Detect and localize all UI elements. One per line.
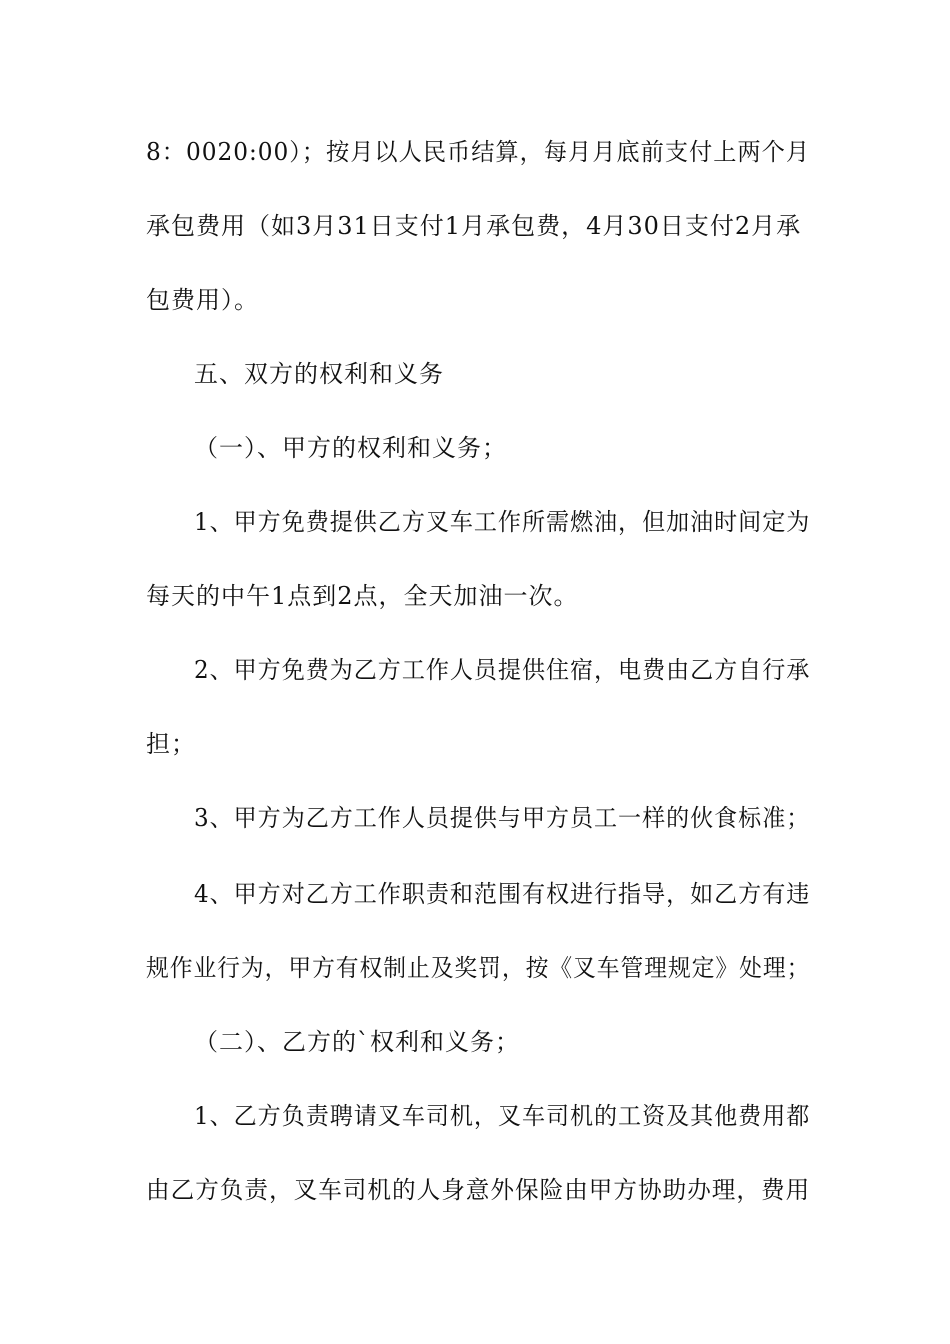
text-line: 包费用）。 — [146, 286, 259, 314]
text-line: 4、甲方对乙方工作职责和范围有权进行指导，如乙方有违 — [194, 880, 811, 908]
text-line: 3、甲方为乙方工作人员提供与甲方员工一样的伙食标准； — [194, 804, 811, 832]
text-line: 担； — [146, 730, 196, 758]
text-line: 1、甲方免费提供乙方叉车工作所需燃油，但加油时间定为 — [194, 508, 811, 536]
text-line: 由乙方负责，叉车司机的人身意外保险由甲方协助办理，费用 — [146, 1176, 811, 1204]
subsection-heading: （二）、乙方的`权利和义务； — [194, 1028, 520, 1056]
text-line: 承包费用（如3月31日支付1月承包费，4月30日支付2月承 — [146, 212, 802, 240]
text-line: 2、甲方免费为乙方工作人员提供住宿，电费由乙方自行承 — [194, 656, 811, 684]
text-line: 每天的中午1点到2点，全天加油一次。 — [146, 582, 579, 610]
subsection-heading: （一）、甲方的权利和义务； — [194, 434, 507, 462]
text-line: 1、乙方负责聘请叉车司机，叉车司机的工资及其他费用都 — [194, 1102, 811, 1130]
section-heading: 五、双方的权利和义务 — [194, 360, 444, 388]
text-line: 8：0020:00）；按月以人民币结算，每月月底前支付上两个月 — [146, 138, 811, 166]
text-line: 规作业行为，甲方有权制止及奖罚，按《叉车管理规定》处理； — [146, 954, 811, 982]
